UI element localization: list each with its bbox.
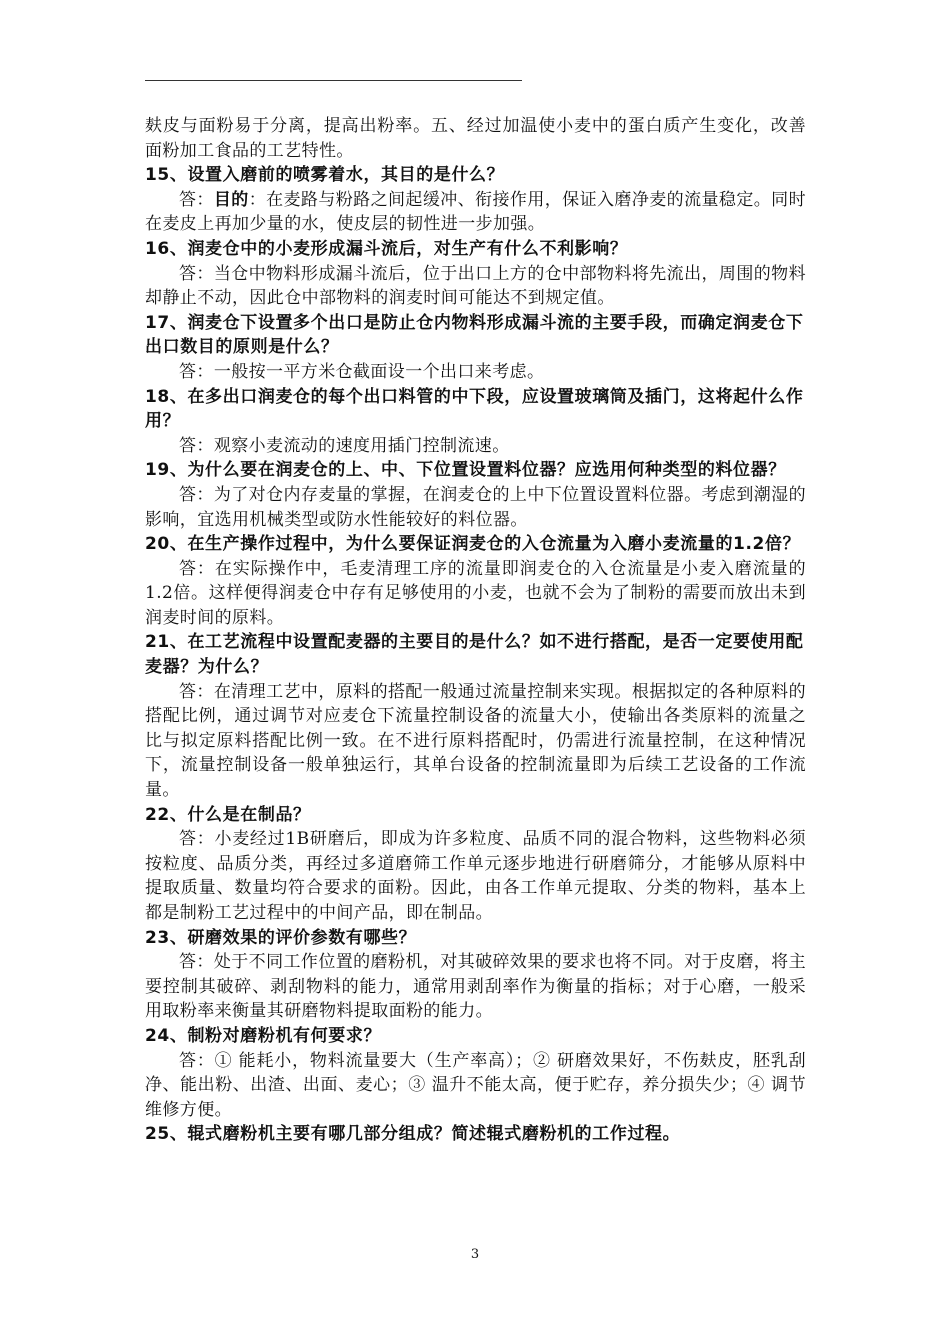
- continuation-paragraph: 麸皮与面粉易于分离，提高出粉率。五、经过加温使小麦中的蛋白质产生变化，改善面粉加工食品的工艺特性。: [145, 116, 806, 161]
- answer-prefix: 答：: [179, 361, 214, 382]
- answer-prefix: 答：: [179, 435, 214, 456]
- answer-prefix: 答：: [179, 1050, 215, 1071]
- answer-prefix: 答：: [179, 484, 214, 505]
- qa-list: [145, 163, 806, 1147]
- answer-paragraph: [145, 680, 806, 803]
- answer-paragraph: [145, 188, 806, 237]
- answer-text: 为了对仓内存麦量的掌握，在润麦仓的上中下位置设置料位器。考虑到潮湿的影响，宜选用机械类型或防水性能较好的料位器。: [145, 484, 806, 530]
- answer-prefix: 答：: [179, 558, 215, 579]
- question-heading: 22、什么是在制品？: [145, 804, 311, 825]
- answer-paragraph: [145, 434, 806, 459]
- answer-text: 在清理工艺中，原料的搭配一般通过流量控制来实现。根据拟定的各种原料的搭配比例，通过调节对应麦仓下流量控制设备的流量大小，使输出各类原料的流量之比与拟定原料搭配比例一致。在不进行原料搭配时，仍需进行流量控制，在这种情况下，流量控制设备一般单独运行，其单台设备的控制流量即为后续工艺设备的工作流量。: [145, 681, 806, 801]
- answer-text: ① 能耗小，物料流量要大（生产率高）；② 研磨效果好，不伤麸皮，胚乳刮净、能出粉、出渣、出面、麦心；③ 温升不能太高，便于贮存，养分损失少；④ 调节维修方便。: [145, 1050, 806, 1120]
- document-body: [145, 114, 806, 1147]
- header-rule: [145, 80, 522, 81]
- question-heading: 25、辊式磨粉机主要有哪几部分组成？简述辊式磨粉机的工作过程。: [145, 1124, 681, 1145]
- answer-paragraph: [145, 1049, 806, 1123]
- question-heading: 21、在工艺流程中设置配麦器的主要目的是什么？如不进行搭配，是否一定要使用配麦器？为什么？: [145, 632, 804, 678]
- answer-paragraph: [145, 950, 806, 1024]
- answer-text: ：在麦路与粉路之间起缓冲、衔接作用，保证入磨净麦的流量稳定。同时在麦皮上再加少量的水，使皮层的韧性进一步加强。: [145, 189, 806, 235]
- answer-paragraph: [145, 360, 806, 385]
- question-heading: 18、在多出口润麦仓的每个出口料管的中下段，应设置玻璃筒及插门，这将起什么作用？: [145, 386, 804, 432]
- question-heading: 19、为什么要在润麦仓的上、中、下位置设置料位器？应选用何种类型的料位器？: [145, 460, 786, 481]
- answer-prefix: 答：: [179, 263, 214, 284]
- answer-paragraph: [145, 827, 806, 925]
- question-heading: 15、设置入磨前的喷雾着水，其目的是什么？: [145, 165, 505, 186]
- answer-text: 一般按一平方米仓截面设一个出口来考虑。: [213, 361, 545, 382]
- page-number: 3: [470, 1247, 480, 1262]
- answer-text: 观察小麦流动的速度用插门控制流速。: [213, 435, 510, 456]
- answer-text: 在实际操作中，毛麦清理工序的流量即润麦仓的入仓流量是小麦入磨流量的1.2倍。这样便得润麦仓中存有足够使用的小麦，也就不会为了制粉的需要而放出未到润麦时间的原料。: [145, 558, 806, 628]
- answer-bold-term: 目的: [213, 189, 249, 210]
- answer-prefix: 答：: [179, 829, 215, 850]
- answer-paragraph: [145, 557, 806, 631]
- answer-paragraph: [145, 262, 806, 311]
- answer-paragraph: [145, 483, 806, 532]
- question-heading: 23、研磨效果的评价参数有哪些？: [145, 927, 417, 948]
- question-heading: 24、制粉对磨粉机有何要求？: [145, 1025, 382, 1046]
- answer-prefix: 答：: [179, 681, 214, 702]
- answer-text: 小麦经过1B研磨后，即成为许多粒度、品质不同的混合物料，这些物料必须按粒度、品质分类，再经过多道磨筛工作单元逐步地进行研磨筛分，才能够从原料中提取质量、数量均符合要求的面粉。因此，由各工作单元提取、分类的物料，基本上都是制粉工艺过程中的中间产品，即在制品。: [145, 829, 806, 923]
- answer-text: 当仓中物料形成漏斗流后，位于出口上方的仓中部物料将先流出，周围的物料却静止不动，因此仓中部物料的润麦时间可能达不到规定值。: [145, 263, 806, 309]
- answer-prefix: 答：: [179, 189, 214, 210]
- answer-text: 处于不同工作位置的磨粉机，对其破碎效果的要求也将不同。对于皮磨，将主要控制其破碎、剥刮物料的能力，通常用剥刮率作为衡量的指标；对于心磨，一般采用取粉率来衡量其研磨物料提取面粉的能力。: [145, 952, 806, 1022]
- question-heading: 20、在生产操作过程中，为什么要保证润麦仓的入仓流量为入磨小麦流量的1.2倍？: [145, 534, 801, 555]
- question-heading: 16、润麦仓中的小麦形成漏斗流后，对生产有什么不利影响？: [145, 238, 628, 259]
- question-heading: 17、润麦仓下设置多个出口是防止仓内物料形成漏斗流的主要手段，而确定润麦仓下出口数目的原则是什么？: [145, 312, 804, 358]
- answer-prefix: 答：: [179, 952, 214, 973]
